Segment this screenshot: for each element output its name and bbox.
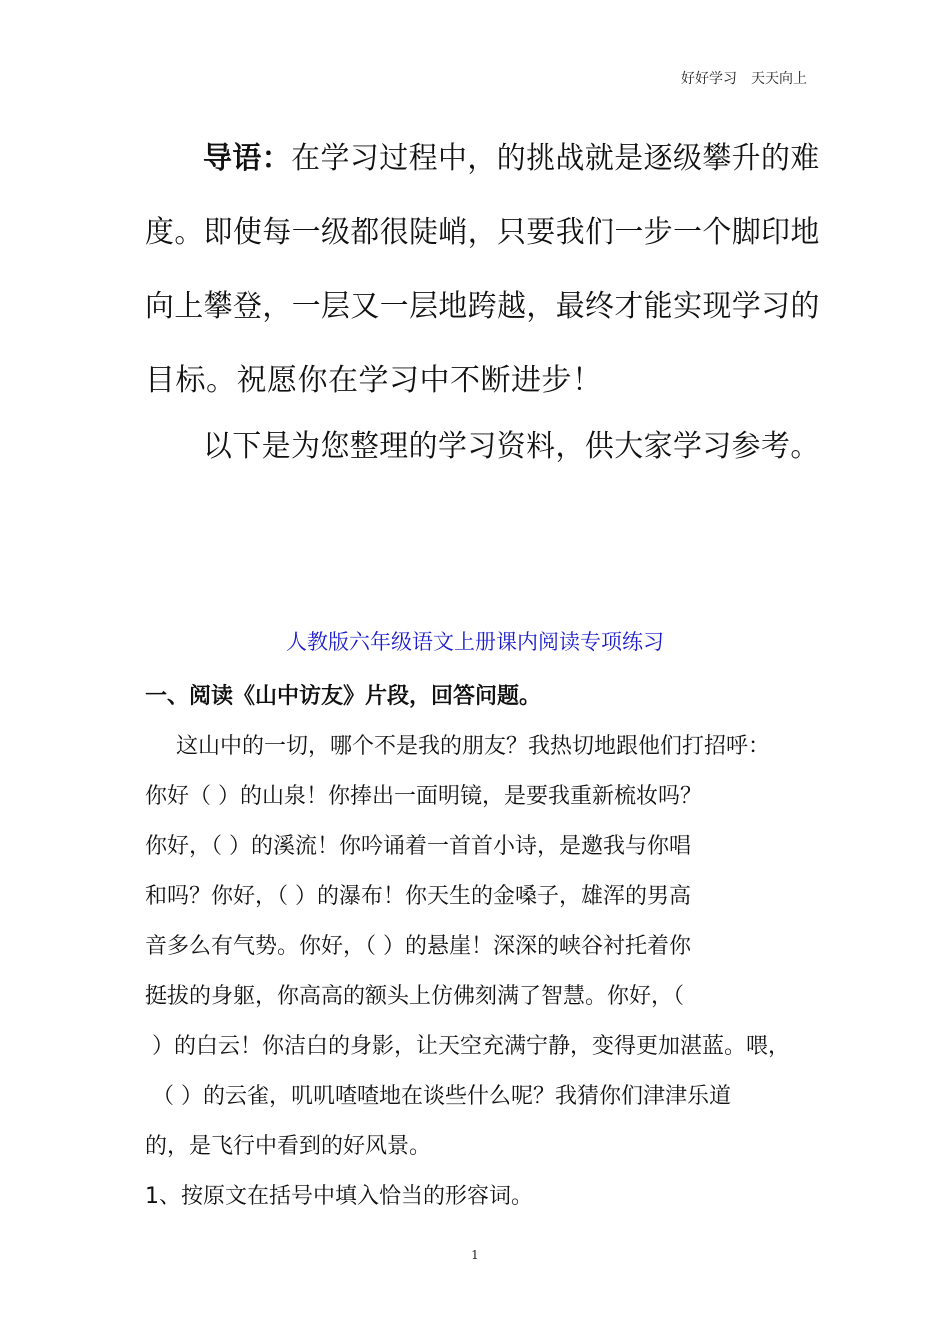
intro-line-5: 以下是为您整理的学习资料，供大家学习参考。: [203, 429, 820, 464]
passage-line: 挺拔的身躯，你高高的额头上仿佛刻满了智慧。你好，（: [145, 984, 685, 1009]
passage-line: 这山中的一切，哪个不是我的朋友？我热切地跟他们打招呼：: [176, 734, 771, 759]
passage-line: （ ）的云雀，叽叽喳喳地在谈些什么呢？我猜你们津津乐道: [152, 1084, 731, 1109]
intro-line-4: 目标。祝愿你在学习中不断进步！: [145, 363, 603, 398]
section-heading: 一、阅读《山中访友》片段，回答问题。: [145, 684, 542, 709]
intro-line-1: [203, 133, 820, 177]
header-left-text: 好好学习: [681, 71, 737, 87]
passage-line: 你好（ ）的山泉！你捧出一面明镜，是要我重新梳妆吗？: [145, 784, 702, 809]
page-number: 1: [471, 1248, 479, 1262]
document-title: 人教版六年级语文上册课内阅读专项练习: [286, 630, 664, 654]
passage-line: 和吗？你好，（ ）的瀑布！你天生的金嗓子，雄浑的男高: [145, 884, 691, 909]
question-1: 1、按原文在括号中填入恰当的形容词。: [145, 1184, 533, 1209]
passage-line: 你好，（ ）的溪流！你吟诵着一首首小诗，是邀我与你唱: [145, 834, 691, 859]
intro-label: 导语：: [203, 141, 292, 176]
passage-line: ）的白云！你洁白的身影，让天空充满宁静，变得更加湛蓝。喂，: [152, 1034, 791, 1059]
intro-line-2: 度。即使每一级都很陡峭，只要我们一步一个脚印地: [145, 215, 820, 250]
intro-line-3: 向上攀登，一层又一层地跨越，最终才能实现学习的: [145, 289, 820, 324]
header-right-text: 天天向上: [751, 71, 807, 87]
intro-line-1-text: 在学习过程中，的挑战就是逐级攀升的难: [291, 141, 820, 176]
passage-line: 音多么有气势。你好，（ ）的悬崖！深深的峡谷衬托着你: [145, 934, 691, 959]
passage-line: 的，是飞行中看到的好风景。: [145, 1134, 432, 1159]
page-header: [681, 68, 807, 88]
